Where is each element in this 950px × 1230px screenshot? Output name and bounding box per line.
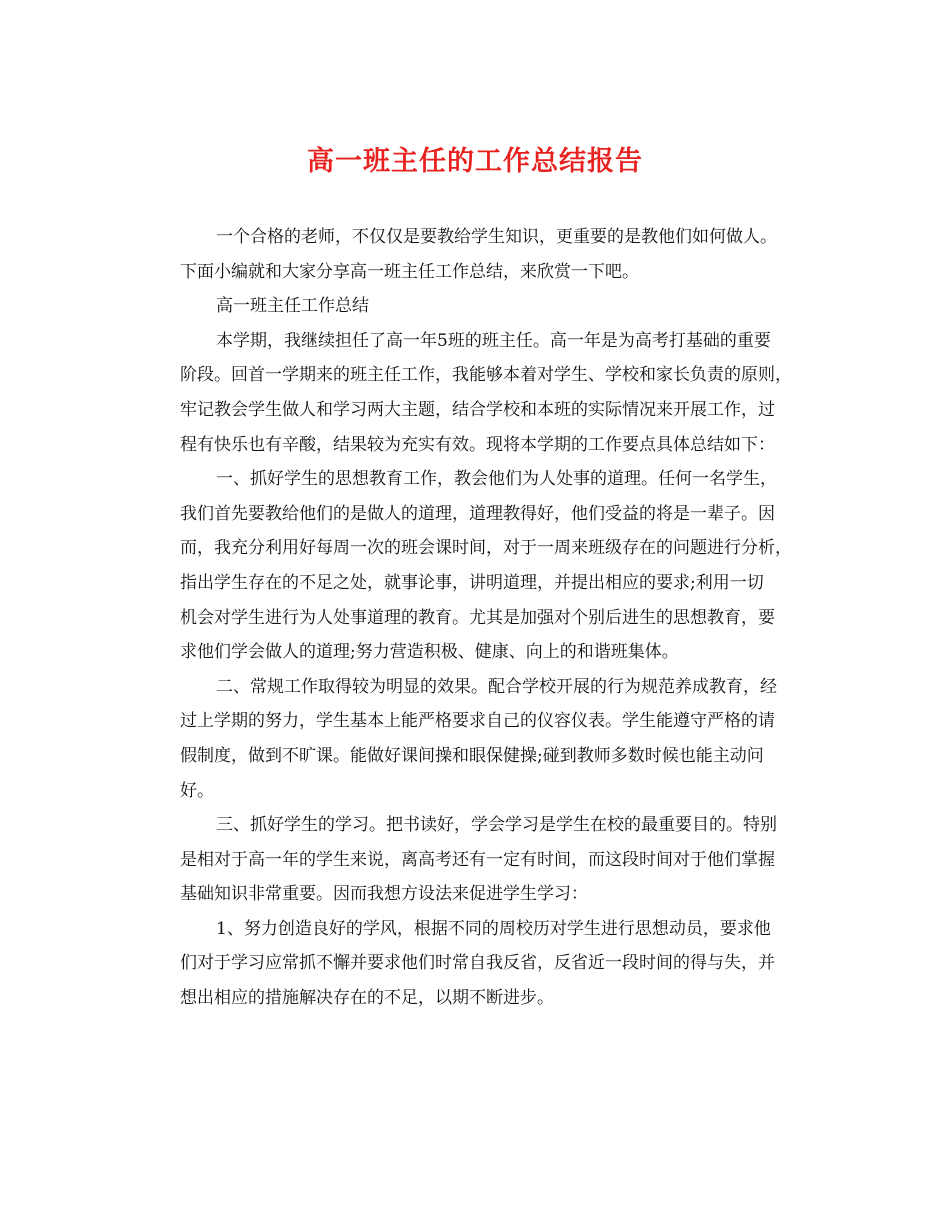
paragraph-semester (146, 324, 806, 462)
paragraph-line: 机会对学生进行为人处事道理的教育。尤其是加强对个别后进生的思想教育，要 (180, 607, 775, 628)
paragraph-line: 我们首先要教给他们的是做人的道理，道理教得好，他们受益的将是一辈子。因 (180, 503, 775, 524)
section-heading (146, 289, 806, 324)
paragraph-line: 高一班主任工作总结 (216, 296, 369, 317)
paragraph-intro (146, 220, 806, 289)
paragraph-line: 们对于学习应常抓不懈并要求他们时常自我反省，反省近一段时间的得与失，并 (180, 953, 775, 974)
paragraph-line: 本学期，我继续担任了高一年5班的班主任。高一年是为高考打基础的重要 (216, 330, 771, 351)
paragraph-line: 阶段。回首一学期来的班主任工作，我能够本着对学生、学校和家长负责的原则， (180, 365, 792, 386)
paragraph-line: 牢记教会学生做人和学习两大主题，结合学校和本班的实际情况来开展工作，过 (180, 399, 775, 420)
paragraph-line: 想出相应的措施解决存在的不足，以期不断进步。 (180, 988, 554, 1009)
paragraph-line: 过上学期的努力，学生基本上能严格要求自己的仪容仪表。学生能遵守严格的请 (180, 711, 775, 732)
paragraph-line: 而，我充分利用好每周一次的班会课时间，对于一周来班级存在的问题进行分析， (180, 538, 792, 559)
paragraph-line: 求他们学会做人的道理;努力营造积极、健康、向上的和谐班集体。 (180, 642, 679, 663)
paragraph-line: 三、抓好学生的学习。把书读好，学会学习是学生在校的最重要目的。特别 (216, 815, 777, 836)
paragraph-point-three (146, 808, 806, 912)
document-body (146, 220, 806, 1016)
paragraph-line: 假制度，做到不旷课。能做好课间操和眼保健操;碰到教师多数时候也能主动问 (180, 745, 764, 766)
paragraph-line: 基础知识非常重要。因而我想方设法来促进学生学习： (180, 884, 588, 905)
paragraph-line: 一、抓好学生的思想教育工作，教会他们为人处事的道理。任何一名学生， (216, 469, 777, 490)
paragraph-line: 二、常规工作取得较为明显的效果。配合学校开展的行为规范养成教育，经 (216, 676, 777, 697)
paragraph-point-two (146, 670, 806, 808)
document-title: 高一班主任的工作总结报告 (307, 146, 643, 177)
paragraph-point-one (146, 462, 806, 670)
paragraph-line: 下面小编就和大家分享高一班主任工作总结，来欣赏一下吧。 (180, 261, 639, 282)
paragraph-line: 是相对于高一年的学生来说，离高考还有一定有时间，而这段时间对于他们掌握 (180, 849, 775, 870)
paragraph-line: 指出学生存在的不足之处，就事论事，讲明道理，并提出相应的要求;利用一切 (180, 572, 764, 593)
paragraph-line: 程有快乐也有辛酸，结果较为充实有效。现将本学期的工作要点具体总结如下： (180, 434, 775, 455)
paragraph-subpoint-one (146, 912, 806, 1016)
paragraph-line: 一个合格的老师，不仅仅是要教给学生知识，更重要的是教他们如何做人。 (216, 227, 777, 247)
paragraph-line: 1、努力创造良好的学风，根据不同的周校历对学生进行思想动员，要求他 (216, 918, 771, 939)
paragraph-line: 好。 (180, 780, 214, 801)
